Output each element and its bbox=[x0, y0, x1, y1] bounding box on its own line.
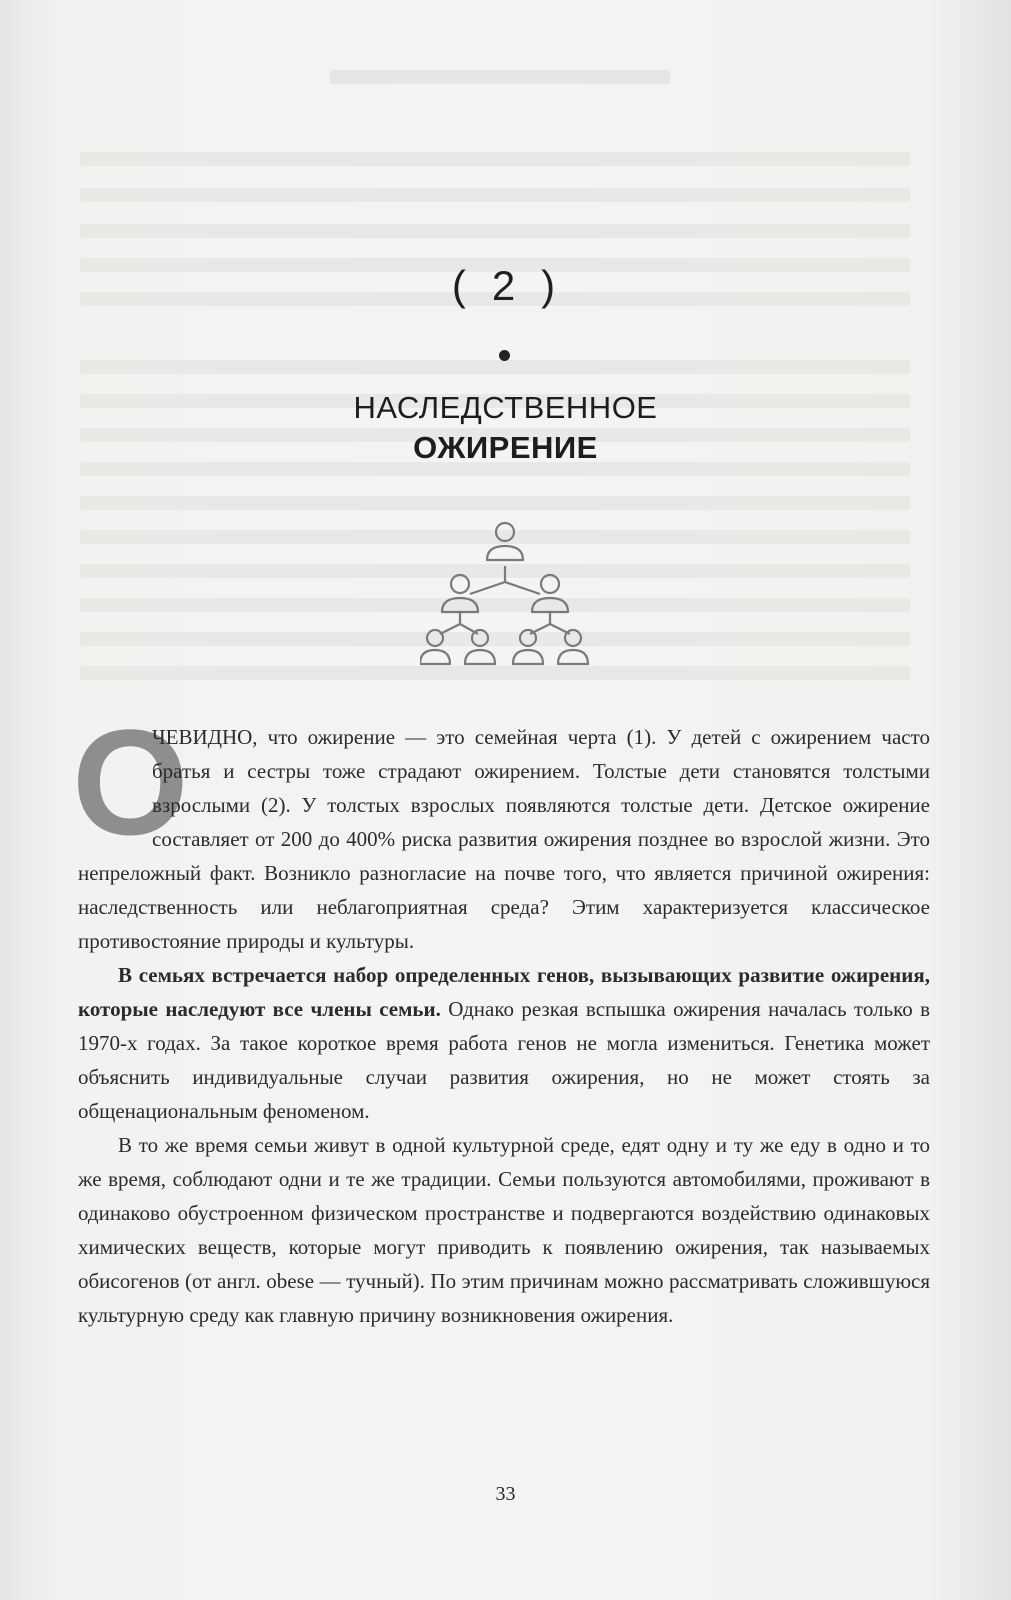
show-through-line bbox=[80, 152, 910, 166]
show-through-header bbox=[330, 70, 670, 84]
chapter-title-line-2: ОЖИРЕНИЕ bbox=[413, 430, 598, 465]
chapter-number bbox=[0, 262, 1011, 310]
paragraph-1-text: ЧЕВИДНО, что ожирение — это семейная черта (1). У детей с ожирением часто братья и сестры тоже страдают ожирением. Толстые дети становятся толстыми взрослыми (2). У толстых взрослых появляются толстые дети. Детское ожирение составляет от 200 до 400% риска развития ожирения позднее во взрослой жизни. Это непреложный факт. Возникло разногласие на почве того, что является причиной ожирения: наследственность или неблагоприятная среда? Этим характеризуется классическое противостояние природы и культуры. bbox=[78, 725, 930, 953]
paragraph-2 bbox=[78, 958, 930, 1128]
person-icon bbox=[487, 523, 523, 560]
chapter-title-line-1: НАСЛЕДСТВЕННОЕ bbox=[353, 390, 658, 425]
show-through-line bbox=[80, 496, 910, 510]
family-tree-icon bbox=[420, 520, 590, 670]
drop-cap: О bbox=[72, 698, 189, 866]
show-through-line bbox=[80, 360, 910, 374]
page-number: 33 bbox=[495, 1483, 516, 1505]
chapter-number-open-paren: ( bbox=[451, 262, 470, 309]
chapter-body bbox=[72, 698, 930, 1332]
bullet-dot-icon bbox=[499, 350, 510, 361]
show-through-line bbox=[80, 188, 910, 202]
paragraph-1 bbox=[72, 698, 930, 958]
person-icon bbox=[558, 630, 588, 664]
chapter-number-close-paren: ) bbox=[541, 262, 560, 309]
chapter-title bbox=[0, 388, 1011, 468]
paragraph-3: В то же время семьи живут в одной культурной среде, едят одну и ту же еду в одно и то же время, соблюдают одни и те же традиции. Семьи пользуются автомобилями, проживают в одинаково обустроенном физическом пространстве и подвергаются воздействию одинаковых химических веществ, которые могут приводить к появлению ожирения, так называемых обисогенов (от англ. obese — тучный). По этим причинам можно рассматривать сложившуюся культурную среду как главную причину возникновения ожирения. bbox=[78, 1133, 930, 1327]
show-through-line bbox=[80, 224, 910, 238]
paragraph-2-text: Однако резкая вспышка ожирения началась только в 1970-х годах. За такое короткое время работа генов не могла измениться. Генетика может объяснить индивидуальные случаи развития ожирения, но не может стоять за общенациональным феноменом. bbox=[78, 997, 930, 1123]
person-icon bbox=[513, 630, 543, 664]
person-icon bbox=[465, 630, 495, 664]
chapter-number-value: 2 bbox=[491, 262, 520, 309]
paragraph-2-bold: В семьях встречается набор определенных генов, вызывающих развитие ожирения, которые наследуют все члены семьи. bbox=[78, 963, 930, 1021]
person-icon bbox=[420, 630, 450, 664]
